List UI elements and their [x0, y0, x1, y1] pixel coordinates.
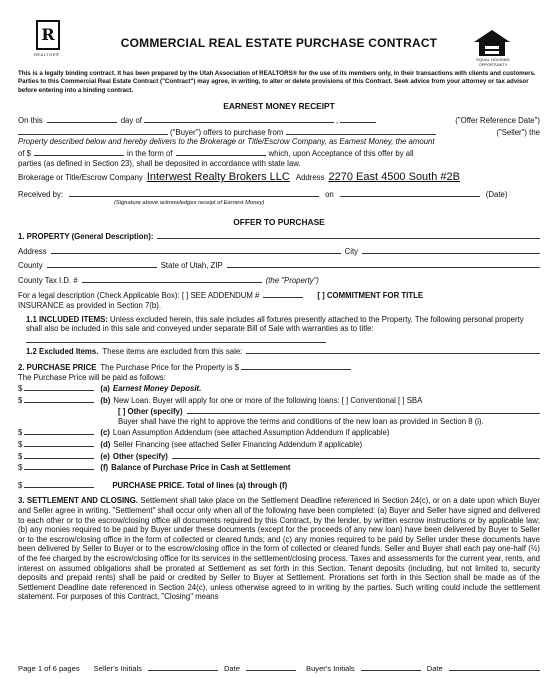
total-price-label: PURCHASE PRICE. Total of lines (a) through (f): [112, 480, 288, 490]
excluded-items-field[interactable]: [246, 345, 540, 354]
item-code: (c): [100, 428, 110, 438]
item-a-text: Earnest Money Deposit.: [112, 384, 202, 394]
year-field[interactable]: [340, 114, 376, 123]
item-code: (b): [100, 395, 111, 405]
intro-notice: This is a legally binding contract. It has been prepared by the Utah Association of REALTORS® for the use of its members only, in their transactions with clients and customers. Parties to this Commercial Real Estate Contract ("Contract") may agree, in writing, to alter or delete provisions of this Contract. Seek advice from your attorney or tax advisor before entering into a binding contract.: [18, 70, 536, 94]
total-amount-field[interactable]: [24, 479, 94, 488]
property-address-label: Address: [18, 246, 47, 256]
seller-field[interactable]: [286, 126, 436, 135]
item-other-text: [ ] Other (specify): [118, 407, 183, 417]
state-zip-label: State of Utah, ZIP: [160, 261, 223, 271]
acceptance-text: which, upon Acceptance of this offer by all: [268, 149, 414, 158]
received-date-field[interactable]: [340, 188, 480, 197]
other-specify-field[interactable]: [172, 450, 540, 459]
brokerage-address-label: Address: [295, 173, 325, 183]
buyers-initials-field[interactable]: [361, 662, 421, 671]
day-field[interactable]: [47, 114, 117, 123]
on-label: on: [325, 189, 334, 199]
sellers-initials-label: Seller's Initials: [93, 664, 142, 673]
received-by-label: Received by:: [18, 189, 64, 199]
city-field[interactable]: [362, 245, 540, 254]
seller-date-label: Date: [223, 664, 240, 673]
received-by-signature[interactable]: [69, 188, 319, 197]
settlement-text: Settlement shall take place on the Settlement Deadline referenced in Section 24(c), or on a date upon which Buyer and Seller agree in writing. "Settlement" shall occur only when all of the following have been completed: (a) Buyer and Seller have signed and delivered to each other or to the escrow/closing office all documents required by this Contract, by the lender, by written escrow instructions or by applicable law; (b) any monies required to be paid by Buyer under these documents (except for the proceeds of any new loan) have been delivered by Buyer to Seller or to the escrow/closing office in the form of collected or cleared funds; and (c) any monies required to be paid by Seller under these documents have been delivered by Seller to Buyer or to the escrow/closing office in the form of collected or cleared funds. Seller and Buyer shall each pay one-half (½) of the fee charged by the escrow/closing office for its services in the settlement/closing process. Taxes and assessments for the current year, rents, and interest on assumed obligations shall be prorated at Settlement as set forth in this Section. Tenant deposits (including, but not limited to, security deposits and prepaid rents) shall be paid or credited by Seller to Buyer at Settlement. Prorations set forth in this Section shall be made as of the Settlement Deadline date referenced in Section 24(c), unless otherwise agreed to in writing by the parties. Such writing could include the settlement statement. For purposes of this Contract, "Closing" means: [18, 496, 540, 602]
buyer-date-field[interactable]: [449, 662, 540, 671]
tax-id-field[interactable]: [82, 274, 262, 283]
day-of-label: day of: [120, 116, 142, 126]
amount-c-field[interactable]: [24, 426, 94, 435]
addendum-number-field[interactable]: [263, 289, 303, 298]
tax-id-label: County Tax I.D. #: [18, 275, 78, 285]
offer-heading: OFFER TO PURCHASE: [233, 216, 325, 227]
on-this-label: On this: [18, 116, 43, 126]
item-c-text: Loan Assumption Addendum (see attached Assumption Addendum if applicable): [112, 428, 390, 438]
sellers-initials-field[interactable]: [148, 662, 218, 671]
brokerage-value[interactable]: Interwest Realty Brokers LLC: [146, 171, 290, 184]
buyer-offers-label: ("Buyer") offers to purchase from: [170, 127, 284, 137]
excluded-items-heading: 1.2 Excluded Items.: [26, 347, 99, 357]
page-footer: [18, 662, 540, 673]
included-items-text: Unless excluded herein, this sale includes all fixtures presently attached to the Property. The following personal property shall also be included in this sale and conveyed under separate Bill of Sale with warranties as to title:: [26, 314, 524, 334]
title-insurance-text: INSURANCE as provided in Section 7(b).: [18, 300, 162, 310]
seller-date-field[interactable]: [246, 662, 296, 671]
amount-b-field[interactable]: [24, 394, 94, 403]
purchase-price-text: The Purchase Price for the Property is $: [100, 362, 240, 372]
month-field[interactable]: [144, 114, 334, 123]
county-field[interactable]: [47, 259, 157, 268]
form-of-label: in the form of: [127, 149, 173, 158]
legal-description-text: For a legal description (Check Applicable Box): [ ] SEE ADDENDUM #: [18, 291, 260, 301]
other-loan-field[interactable]: [187, 405, 540, 414]
zip-field[interactable]: [227, 259, 540, 268]
item-code: (f): [100, 463, 109, 473]
included-items-heading: 1.1 INCLUDED ITEMS:: [26, 314, 108, 324]
purchase-price-heading: 2. PURCHASE PRICE: [18, 362, 97, 372]
brokerage-label: Brokerage or Title/Escrow Company: [18, 173, 143, 183]
header: [18, 0, 540, 67]
price-items: $ (a) Earnest Money Deposit. $ (b) New Loan. Buyer will apply for one or more of the following loans: [ ] Conventional [ ] SBA [ ] Other (specify) Buyer shall have the right to approve the terms and conditions of the new loan as provided in Section 8 (i). $ (c) Loan Assumption Addendum (see attached Assumption Addendum if applicable) $ (d) Seller Financing (see attached Seller Financing Addendum if applicable) $ (e) Other (specify) $ (f) Balance of Purchase Price in Cash at Settlement $ PURCHASE PRICE. Total of lines (a) through (f): [18, 382, 540, 490]
item-code: (a): [100, 384, 110, 394]
realtor-logo-letter: R: [41, 25, 55, 44]
price-paid-as-follows: The Purchase Price will be paid as follows:: [18, 372, 166, 382]
amount-a-field[interactable]: [24, 382, 94, 391]
page-number: Page 1 of 6 pages: [18, 664, 80, 673]
offer-section: [18, 230, 540, 602]
settlement-heading: 3. SETTLEMENT AND CLOSING.: [18, 496, 138, 506]
amount-e-field[interactable]: [24, 450, 94, 459]
item-code: (d): [100, 440, 111, 450]
item-f-text: Balance of Purchase Price in Cash at Settlement: [111, 463, 291, 473]
earnest-money-heading: EARNEST MONEY RECEIPT: [223, 101, 335, 112]
buyer-date-label: Date: [426, 664, 443, 673]
buyer-field[interactable]: [18, 126, 168, 135]
the-property-label: (the "Property"): [265, 275, 319, 285]
state-law-text: parties (as defined in Section 23), shall be deposited in accordance with state law.: [18, 158, 301, 168]
item-code: (e): [100, 451, 110, 461]
comma: ,: [335, 116, 339, 126]
date-label: (Date): [485, 189, 508, 199]
commitment-title-text: [ ] COMMITMENT FOR TITLE: [317, 291, 424, 301]
property-address-field[interactable]: [51, 245, 341, 254]
buyers-initials-label: Buyer's Initials: [306, 664, 355, 673]
excluded-items-text: These items are excluded from this sale:: [102, 347, 243, 357]
equal-housing-caption: EQUAL HOUSING OPPORTUNITY: [476, 57, 510, 67]
offer-reference-date-label: ("Offer Reference Date"): [455, 116, 540, 126]
county-label: County: [18, 261, 43, 271]
amount-f-field[interactable]: [24, 461, 94, 470]
signature-caption: (Signature above acknowledges receipt of Earnest Money): [114, 200, 265, 207]
payment-form-field[interactable]: [176, 147, 266, 156]
property-description-field[interactable]: [157, 230, 540, 239]
item-d-text: Seller Financing (see attached Seller Financing Addendum if applicable): [113, 440, 363, 450]
brokerage-address-value[interactable]: 2270 East 4500 South #2B: [328, 171, 460, 184]
property-delivery-text: Property described below and hereby delivers to the Brokerage or Title/Escrow Company, as Earnest Money, the amount: [18, 137, 435, 147]
purchase-price-field[interactable]: [241, 361, 351, 370]
amount-d-field[interactable]: [24, 438, 94, 447]
amount-label: of $: [18, 149, 32, 158]
earnest-amount-field[interactable]: [34, 147, 124, 156]
seller-label: ("Seller") the: [496, 127, 540, 137]
included-items-field[interactable]: [26, 334, 326, 343]
city-label: City: [344, 246, 359, 256]
property-heading: 1. PROPERTY (General Description):: [18, 231, 154, 241]
item-b-text: New Loan. Buyer will apply for one or more of the following loans: [ ] Conventional [ ] SBA: [113, 395, 423, 405]
realtor-logo-caption: REALTOR®: [34, 52, 60, 57]
earnest-section: [18, 114, 540, 209]
document-title: COMMERCIAL REAL ESTATE PURCHASE CONTRACT: [120, 36, 438, 50]
item-e-text: Other (specify): [112, 451, 168, 461]
item-loan-approval-text: Buyer shall have the right to approve the terms and conditions of the new loan as provided in Section 8 (i).: [118, 416, 484, 426]
